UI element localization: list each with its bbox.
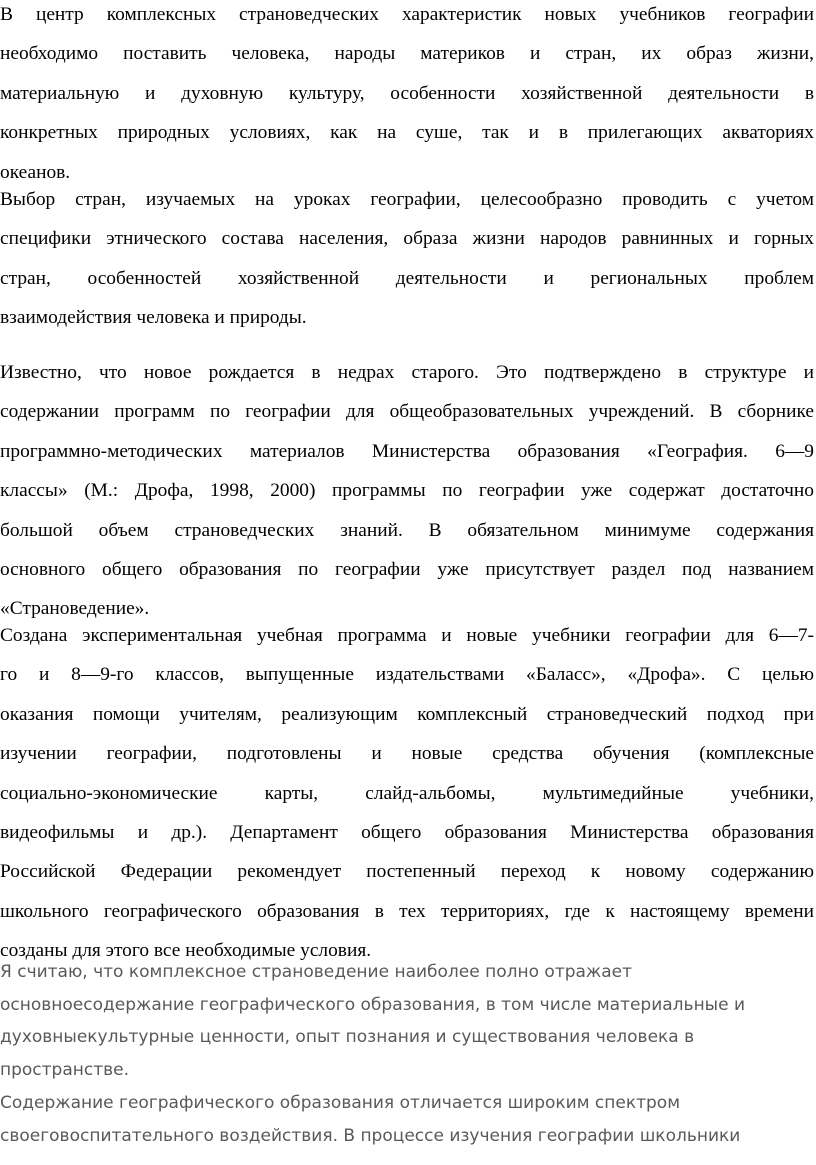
paragraph-line: стран, особенностей хозяйственной деятельности и региональных проблем [0,267,814,289]
paragraph-line: программно-методических материалов Министерства образования «География. 6—9 [0,440,814,462]
paragraph-line: «Страноведение». [0,598,150,620]
paragraph-line: своеговоспитательного воздействия. В процессе изучения географии школьники [0,1125,741,1146]
paragraph-line: материальную и духовную культуру, особенности хозяйственной деятельности в [0,82,814,104]
paragraph-line: взаимодействия человека и природы. [0,307,307,329]
paragraph-line: океанов. [0,161,71,183]
paragraph-1 [0,0,816,192]
paragraph-line: специфики этнического состава населения, образа жизни народов равнинных и горных [0,228,814,250]
paragraph-line: Известно, что новое рождается в недрах старого. Это подтверждено в структуре и [0,362,814,383]
paragraph-4 [0,616,816,971]
paragraph-line: социально-экономические карты, слайд-альбомы, мультимедийные учебники, [0,782,814,804]
paragraph-line: Создана экспериментальная учебная программа и новые учебники географии для 6—7- [0,625,814,646]
paragraph-line: го и 8—9-го классов, выпущенные издательствами «Баласс», «Дрофа». С целью [0,664,814,686]
paragraph-line: необходимо поставить человека, народы материков и стран, их образ жизни, [0,43,814,65]
paragraph-3 [0,353,816,629]
paragraph-line: оказания помощи учителям, реализующим комплексный страноведческий подход при [0,703,814,725]
paragraph-line: Российской Федерации рекомендует постепенный переход к новому содержанию [0,861,814,883]
paragraph-line: основноесодержание географического образования, в том числе материальные и [0,994,746,1015]
paragraph-line: созданы для этого все необходимые условия. [0,940,372,962]
paragraph-5 [0,956,790,1086]
paragraph-line: содержании программ по географии для общеобразовательных учреждений. В сборнике [0,401,814,423]
paragraph-line: Содержание географического образования отличается широким спектром [0,1093,681,1113]
paragraph-line: изучении географии, подготовлены и новые средства обучения (комплексные [0,743,814,765]
paragraph-2 [0,180,816,338]
paragraph-line: большой объем страноведческих знаний. В обязательном минимуме содержания [0,519,814,541]
paragraph-6 [0,1087,790,1152]
paragraph-line: основного общего образования по географии уже присутствует раздел под названием [0,559,814,581]
paragraph-line: Я считаю, что комплексное страноведение наиболее полно отражает [0,962,633,982]
paragraph-line: пространстве. [0,1059,130,1080]
paragraph-line: классы» (М.: Дрофа, 1998, 2000) программы по географии уже содержат достаточно [0,480,814,502]
paragraph-line: Выбор стран, изучаемых на уроках географии, целесообразно проводить с учетом [0,189,814,210]
paragraph-line: духовныекультурные ценности, опыт познания и существования человека в [0,1027,695,1048]
paragraph-line: школьного географического образования в тех территориях, где к настоящему времени [0,900,814,922]
paragraph-line: В центр комплексных страноведческих характеристик новых учебников географии [0,4,814,25]
paragraph-line: конкретных природных условиях, как на суше, так и в прилегающих акваториях [0,122,814,144]
paragraph-line: видеофильмы и др.). Департамент общего образования Министерства образования [0,822,814,844]
